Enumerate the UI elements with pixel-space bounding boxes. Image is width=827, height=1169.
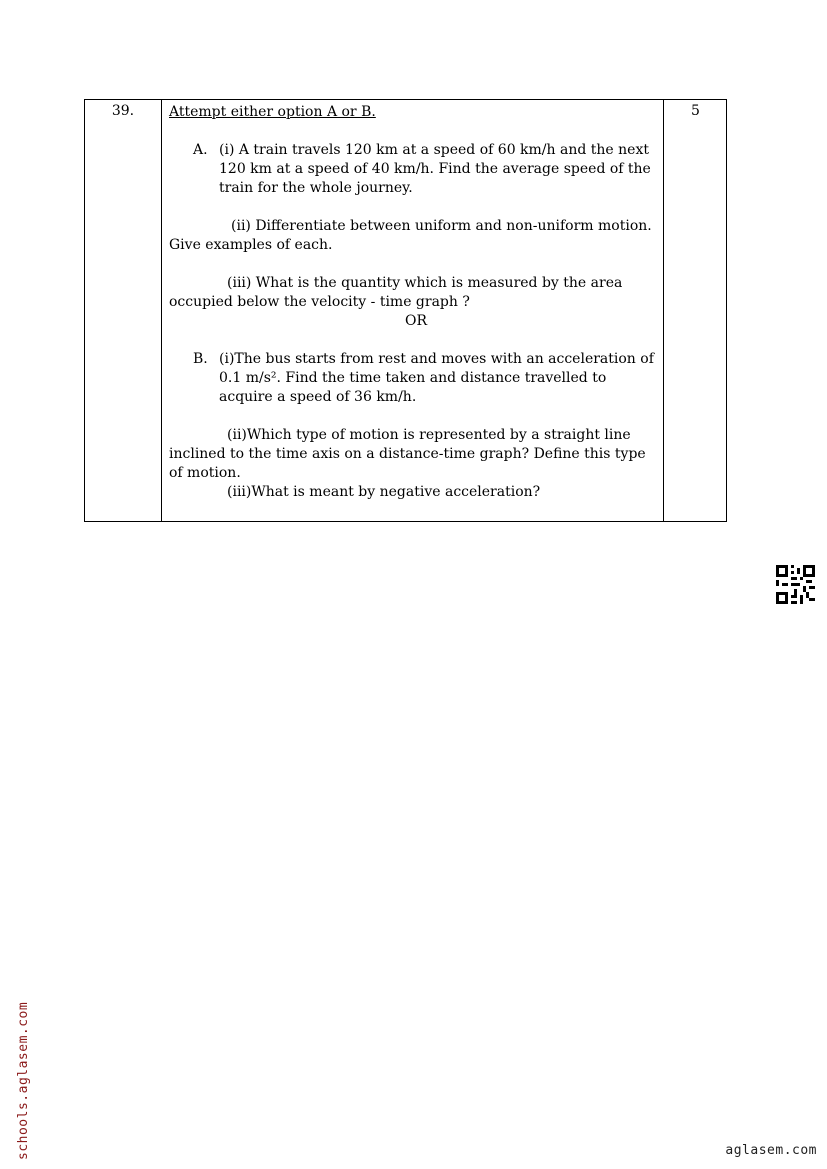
option-a-part-3: (iii) What is the quantity which is measured by the area occupied below the velocity - time graph ? xyxy=(169,275,623,310)
qr-code-icon xyxy=(776,565,815,604)
option-a-part-1-text: (i) A train travels 120 km at a speed of 60 km/h and the next 120 km at a speed of 40 km/h. Find the average speed of the train for the whole journey. xyxy=(219,142,651,196)
question-marks: 5 xyxy=(691,103,700,119)
option-a-part-2: (ii) Differentiate between uniform and non-uniform motion. Give examples of each. xyxy=(169,218,652,253)
option-b-part-3: (iii)What is meant by negative acceleration? xyxy=(227,484,541,500)
option-b-part-1-text: (i)The bus starts from rest and moves with an acceleration of 0.1 m/s². Find the time taken and distance travelled to acquire a speed of 36 km/h. xyxy=(219,351,654,405)
option-a-part-1 xyxy=(169,141,663,198)
column-divider xyxy=(161,100,162,521)
column-divider xyxy=(663,100,664,521)
option-a-letter: A. xyxy=(193,142,208,158)
question-content xyxy=(169,103,663,502)
side-watermark: schools.aglasem.com xyxy=(16,1001,31,1160)
question-number: 39. xyxy=(111,103,135,119)
bottom-watermark: aglasem.com xyxy=(725,1143,817,1158)
option-b-part-2: (ii)Which type of motion is represented by a straight line inclined to the time axis on a distance-time graph? Define this type of motion. xyxy=(169,427,646,481)
question-heading: Attempt either option A or B. xyxy=(169,104,376,120)
question-table xyxy=(84,99,727,522)
option-b-part-1 xyxy=(169,350,663,407)
or-separator: OR xyxy=(404,313,428,329)
option-b-letter: B. xyxy=(193,351,208,367)
